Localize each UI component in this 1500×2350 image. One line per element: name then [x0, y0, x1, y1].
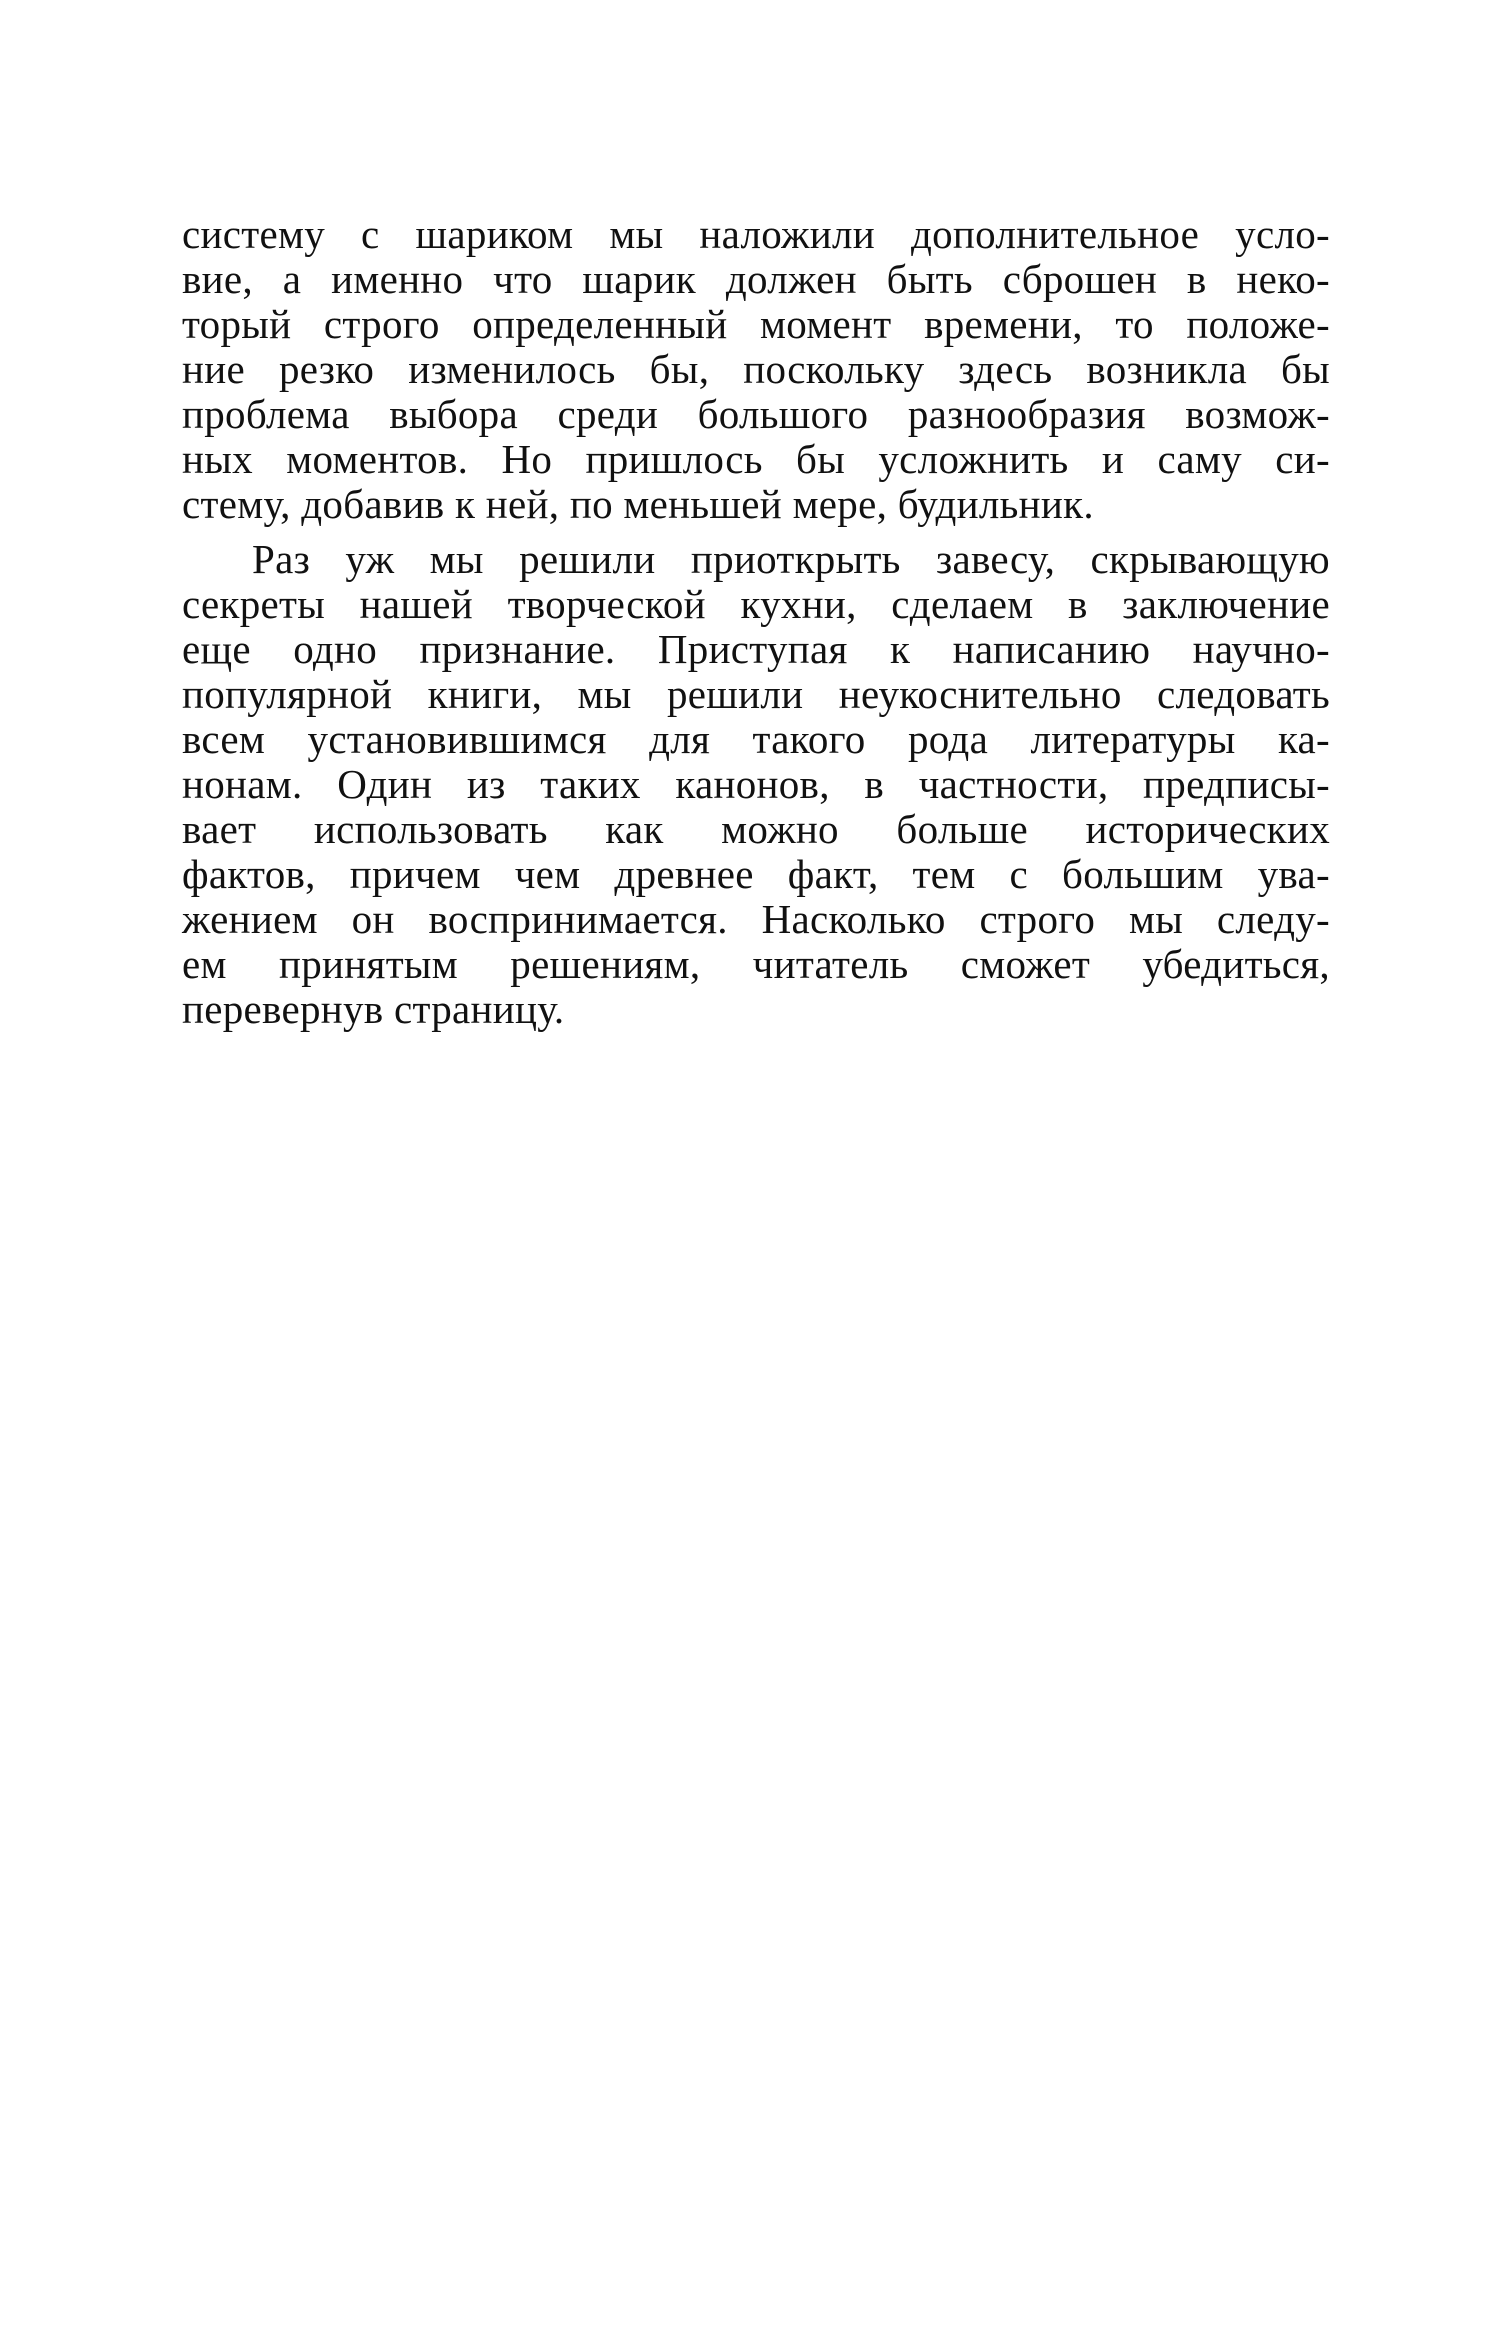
text-line: нонам. Один из таких канонов, в частности, предписы- [182, 761, 1330, 807]
text-line: ем принятым решениям, читатель сможет убедиться, [182, 941, 1330, 987]
paragraph-2 [182, 537, 1330, 1032]
text-line: популярной книги, мы решили неукоснительно следовать [182, 671, 1330, 717]
text-line: всем установившимся для такого рода литературы ка- [182, 716, 1330, 762]
text-line: Раз уж мы решили приоткрыть завесу, скрывающую [252, 536, 1330, 582]
text-line: вие, а именно что шарик должен быть сброшен в неко- [182, 256, 1330, 302]
text-line: секреты нашей творческой кухни, сделаем в заключение [182, 581, 1330, 627]
text-line: торый строго определенный момент времени, то положе- [182, 301, 1330, 347]
text-line: ных моментов. Но пришлось бы усложнить и саму си- [182, 436, 1330, 482]
text-line: перевернув страницу. [182, 986, 565, 1032]
text-line: еще одно признание. Приступая к написанию научно- [182, 626, 1330, 672]
text-line: проблема выбора среди большого разнообразия возмож- [182, 391, 1330, 437]
text-line: фактов, причем чем древнее факт, тем с большим ува- [182, 851, 1330, 897]
text-line: ние резко изменилось бы, поскольку здесь возникла бы [182, 346, 1330, 392]
text-line: вает использовать как можно больше исторических [182, 806, 1330, 852]
text-line: жением он воспринимается. Насколько строго мы следу- [182, 896, 1330, 942]
text-line: систему с шариком мы наложили дополнительное усло- [182, 211, 1330, 257]
body-text [182, 212, 1330, 1032]
paragraph-1 [182, 212, 1330, 527]
text-line: стему, добавив к ней, по меньшей мере, будильник. [182, 481, 1094, 527]
